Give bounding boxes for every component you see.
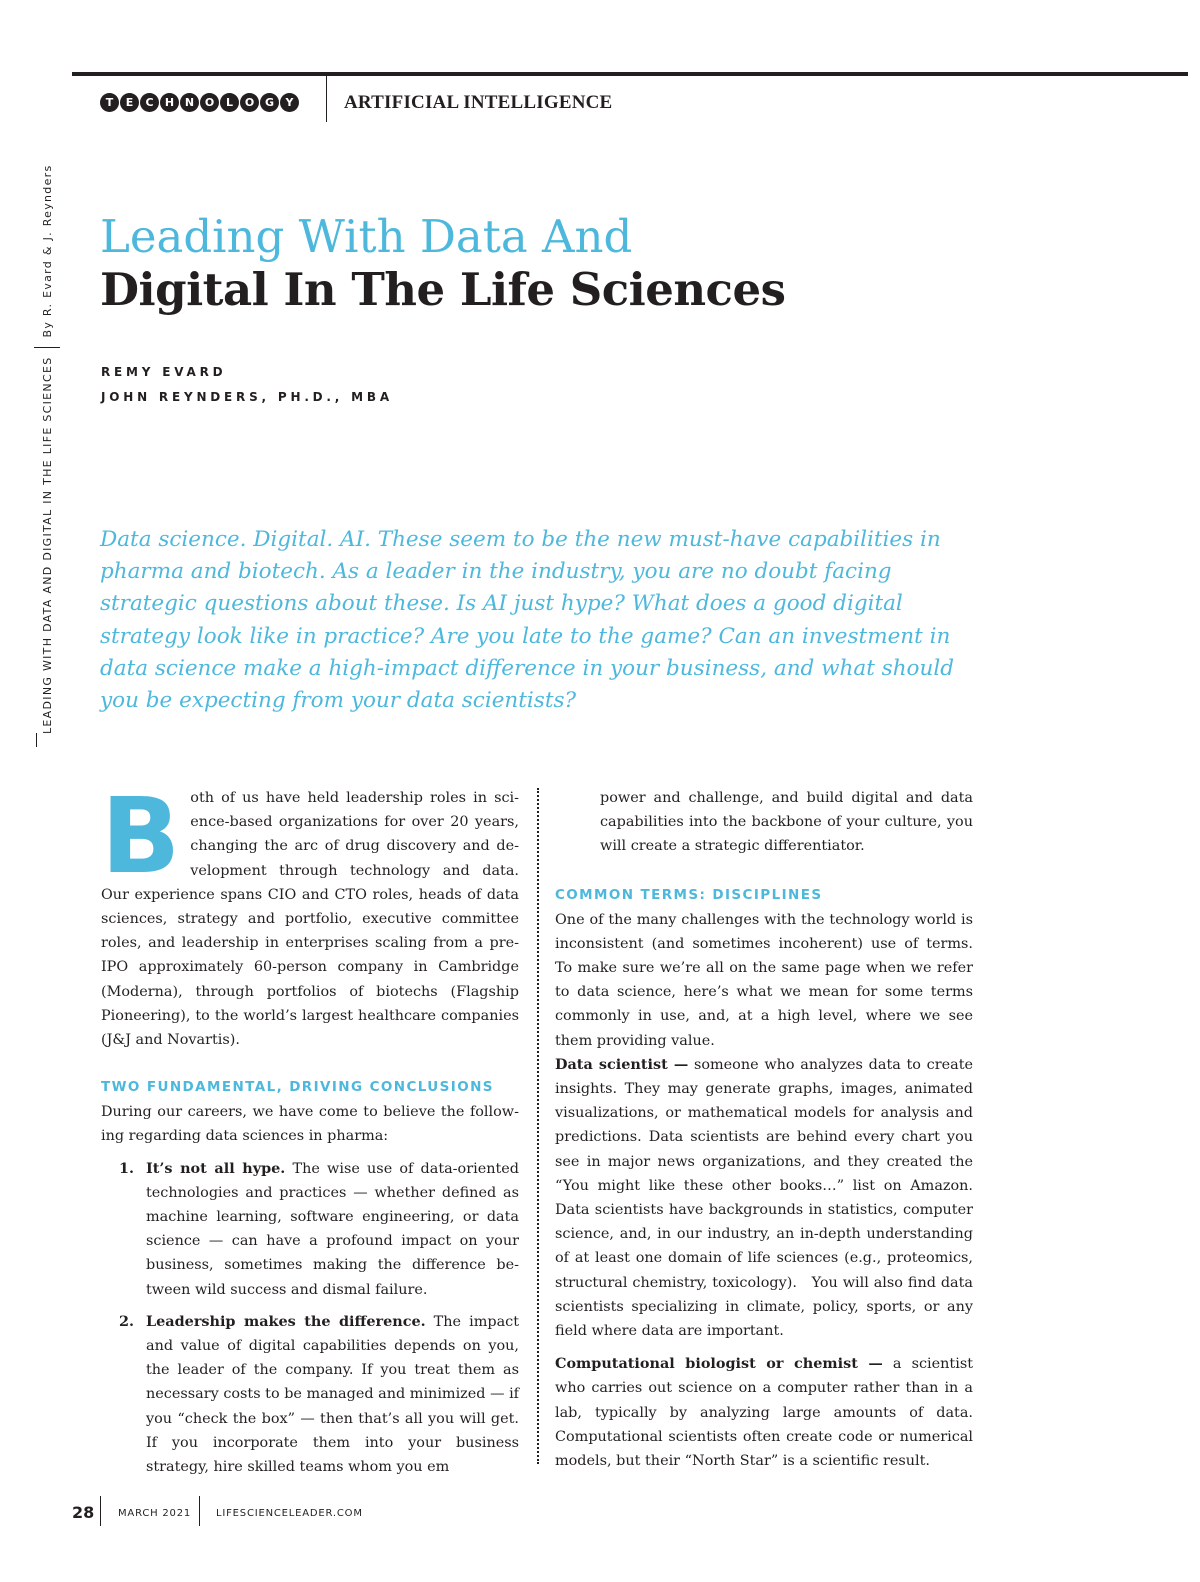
term-lead: Data scientist —	[555, 1055, 689, 1073]
intro-paragraph: oth of us have held leadership roles in science-based organizations for over 20 years, changing the arc of drug discovery and development through technology and data. Our experience spans CIO and CTO roles, heads of data sciences, strategy and portfolio, executive committee roles, and leadership in enterprises scaling from a pre-IPO approximately 60-person company in Cambridge (Moderna), through portfolios of biotechs (Flagship Pioneering), to the world’s largest healthcare companies (J&J and Novartis).	[101, 790, 519, 1049]
term-text: someone who analyzes data to create insights. They may generate graphs, images, animated visualizations, or mathematical models for analysis and predictions. Data scientists are behind every chart you see in major news organizations, and they created the “You might like these other books…” list on Amazon. Data scientists have backgrounds in statistics, computer science, and, in our industry, an in-depth understanding of at least one domain of life sciences (e.g., proteomics, structural chemistry, toxicology). You will also find data scientists specializing in climate, policy, sports, or any field where data are important.	[555, 1056, 973, 1340]
continued-list-text: power and challenge, and build digital and data capabilities into the backbone of your culture, you will create a strategic differentiator.	[600, 790, 973, 855]
list-item-text: The impact and value of digital capabilities depends on you, the leader of the company. If you treat them as necessary costs to be managed and minimized — if you “check the box” — then that’s all you will get. If you incorporate them into your business strategy, hire skilled teams whom you em	[146, 1313, 519, 1476]
list-item-lead: Leadership makes the difference.	[146, 1312, 426, 1330]
section-letter: N	[180, 93, 199, 112]
section-letter: G	[260, 93, 279, 112]
footer-site: LIFESCIENCELEADER.COM	[216, 1508, 363, 1519]
term-computational-biologist	[555, 1352, 973, 1473]
section-letter: O	[240, 93, 259, 112]
side-running-separator	[34, 347, 60, 348]
term-text: a scientist who carries out science on a computer rather than in a lab, typically by analyzing large amounts of data. Computational scientists often create code or numerical models, but their “North Star” is a scientific result.	[555, 1356, 973, 1470]
list-number: 1.	[119, 1159, 135, 1177]
side-running-tick	[36, 733, 37, 747]
subhead-conclusions: TWO FUNDAMENTAL, DRIVING CONCLUSIONS	[101, 1079, 494, 1096]
drop-cap: B	[101, 775, 181, 897]
column-divider	[537, 788, 539, 1464]
side-running-head	[34, 164, 60, 734]
list-item-text: The wise use of data-oriented technologies and practices — whether defined as machine learning, software engineering, or data science — can have a profound impact on your business, sometimes making the difference between wild success and dismal failure.	[146, 1160, 519, 1298]
section-letter: T	[100, 93, 119, 112]
section-tag	[100, 93, 299, 112]
term-data-scientist	[555, 1053, 973, 1343]
page-number: 28	[72, 1503, 95, 1522]
author-name: JOHN REYNDERS, PH.D., MBA	[101, 390, 393, 404]
list-item-lead: It’s not all hype.	[146, 1159, 286, 1177]
footer-divider	[199, 1496, 200, 1526]
article-dek: Data science. Digital. AI. These seem to be the new must-have capabilities in pharma and biotech. As a leader in the industry, you are no doubt facing strategic questions about these. Is AI just hype? What does a good digital strategy look like in practice? Are you late to the game? Can an investment in data science make a high-impact difference in your business, and what should you be expecting from your data scientists?	[100, 527, 954, 714]
list-number: 2.	[119, 1312, 135, 1330]
section-name: ARTIFICIAL INTELLIGENCE	[344, 92, 613, 113]
section-letter: L	[220, 93, 239, 112]
author-name: REMY EVARD	[101, 365, 227, 379]
section-letter: H	[160, 93, 179, 112]
side-running-title: LEADING WITH DATA AND DIGITAL IN THE LIFE SCIENCES	[40, 356, 54, 734]
section-letter: C	[140, 93, 159, 112]
conclusions-list	[101, 1157, 519, 1480]
conclusions-intro: During our careers, we have come to believe the following regarding data sciences in pharma:	[101, 1104, 519, 1145]
section-letter: O	[200, 93, 219, 112]
body-column-left	[101, 775, 519, 1487]
term-lead: Computational biologist or chemist —	[555, 1355, 883, 1373]
list-item	[101, 1310, 519, 1479]
section-letter: Y	[280, 93, 299, 112]
header-divider	[326, 72, 327, 122]
footer-issue: MARCH 2021	[118, 1508, 192, 1519]
footer-divider	[100, 1496, 101, 1526]
disciplines-intro: One of the many challenges with the technology world is inconsistent (and sometimes incoherent) use of terms. To make sure we’re all on the same page when we refer to data science, here’s what we mean for some terms commonly in use, and, at a high level, where we see them providing value.	[555, 911, 973, 1049]
top-rule	[72, 72, 1188, 76]
article-title-line-1: Leading With Data And	[100, 210, 633, 263]
list-item	[101, 1157, 519, 1302]
body-column-right	[555, 786, 973, 1473]
section-letter: E	[120, 93, 139, 112]
subhead-disciplines: COMMON TERMS: DISCIPLINES	[555, 886, 823, 903]
article-title-line-2: Digital In The Life Sciences	[100, 263, 786, 316]
side-running-byline: By R. Evard & J. Reynders	[40, 164, 54, 338]
